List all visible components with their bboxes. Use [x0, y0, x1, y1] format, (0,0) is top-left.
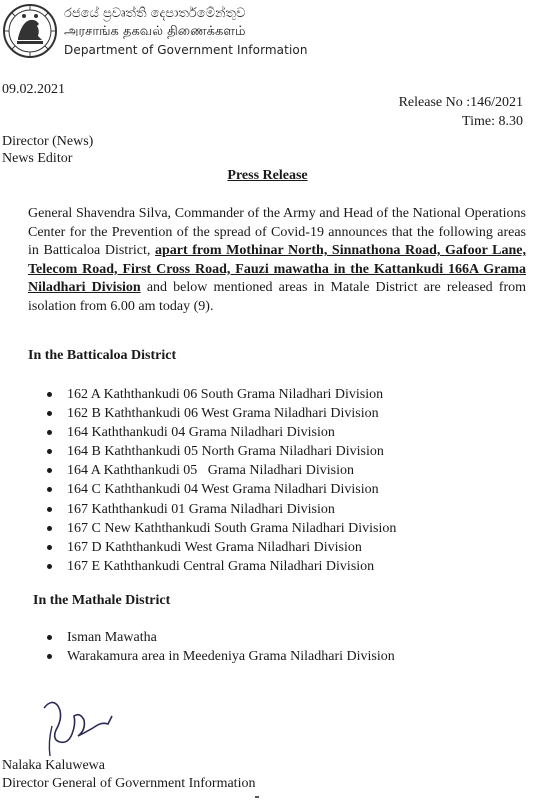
- list-item: 167 D Kaththankudi West Grama Niladhari Division: [67, 538, 396, 557]
- list-item: 167 E Kaththankudi Central Grama Niladhari Division: [67, 557, 396, 576]
- release-number: Release No :146/2021: [398, 95, 523, 110]
- matale-heading: In the Mathale District: [33, 593, 171, 608]
- letterhead-tamil: அரசாங்க தகவல் திணைக்களம்: [64, 24, 246, 39]
- list-item: 162 A Kaththankudi 06 South Grama Niladhari Division: [67, 385, 396, 404]
- list-item: 164 B Kaththankudi 05 North Grama Niladhari Division: [67, 442, 396, 461]
- letterhead-sinhala: රජයේ ප්‍රවෘත්ති දෙපාර්තමේන්තුව: [64, 6, 246, 21]
- sri-lanka-emblem-icon: [2, 2, 58, 60]
- signatory-position: Director General of Government Information: [2, 776, 256, 791]
- body-paragraph: [28, 205, 526, 317]
- signature-mark: [38, 690, 158, 760]
- page-title-text: Press Release: [227, 168, 308, 183]
- signatory-name: Nalaka Kaluwewa: [2, 758, 106, 773]
- recipient-editor: News Editor: [2, 151, 73, 166]
- recipient-director: Director (News): [2, 134, 94, 149]
- list-item: 164 A Kaththankudi 05 Grama Niladhari Division: [67, 461, 396, 480]
- list-item: 162 B Kaththankudi 06 West Grama Niladhari Division: [67, 404, 396, 423]
- list-item: Isman Mawatha: [67, 628, 395, 647]
- list-item: 164 C Kaththankudi 04 West Grama Niladhari Division: [67, 480, 396, 499]
- page-mark: [255, 796, 259, 798]
- release-time: Time: 8.30: [462, 114, 523, 129]
- list-item: 167 Kaththankudi 01 Grama Niladhari Division: [67, 500, 396, 519]
- list-item: 164 Kaththankudi 04 Grama Niladhari Division: [67, 423, 396, 442]
- release-date: 09.02.2021: [2, 82, 65, 97]
- body-intro: General Shavendra Silva, Commander of the Army and Head of the National Operations Center for the Prevention of the spread of Covid-19 announces that the following areas in Batticaloa District,: [28, 206, 526, 259]
- page-title: [0, 168, 535, 184]
- body-highlight: apart from Mothinar North, Sinnathona Road, Gafoor Lane, Telecom Road, First Cross Road, Fauzi mawatha in the Kattankudi 166A Grama Niladhari Division: [28, 243, 526, 296]
- letterhead-english: Department of Government Information: [64, 43, 308, 57]
- batticaloa-heading: In the Batticaloa District: [28, 348, 177, 363]
- batticaloa-list: [67, 385, 396, 576]
- list-item: Warakamura area in Meedeniya Grama Niladhari Division: [67, 647, 395, 666]
- body-outro: and below mentioned areas in Matale District are released from isolation from 6.00 am today (9).: [28, 280, 526, 314]
- list-item: 167 C New Kaththankudi South Grama Niladhari Division: [67, 519, 396, 538]
- matale-list: [67, 628, 395, 666]
